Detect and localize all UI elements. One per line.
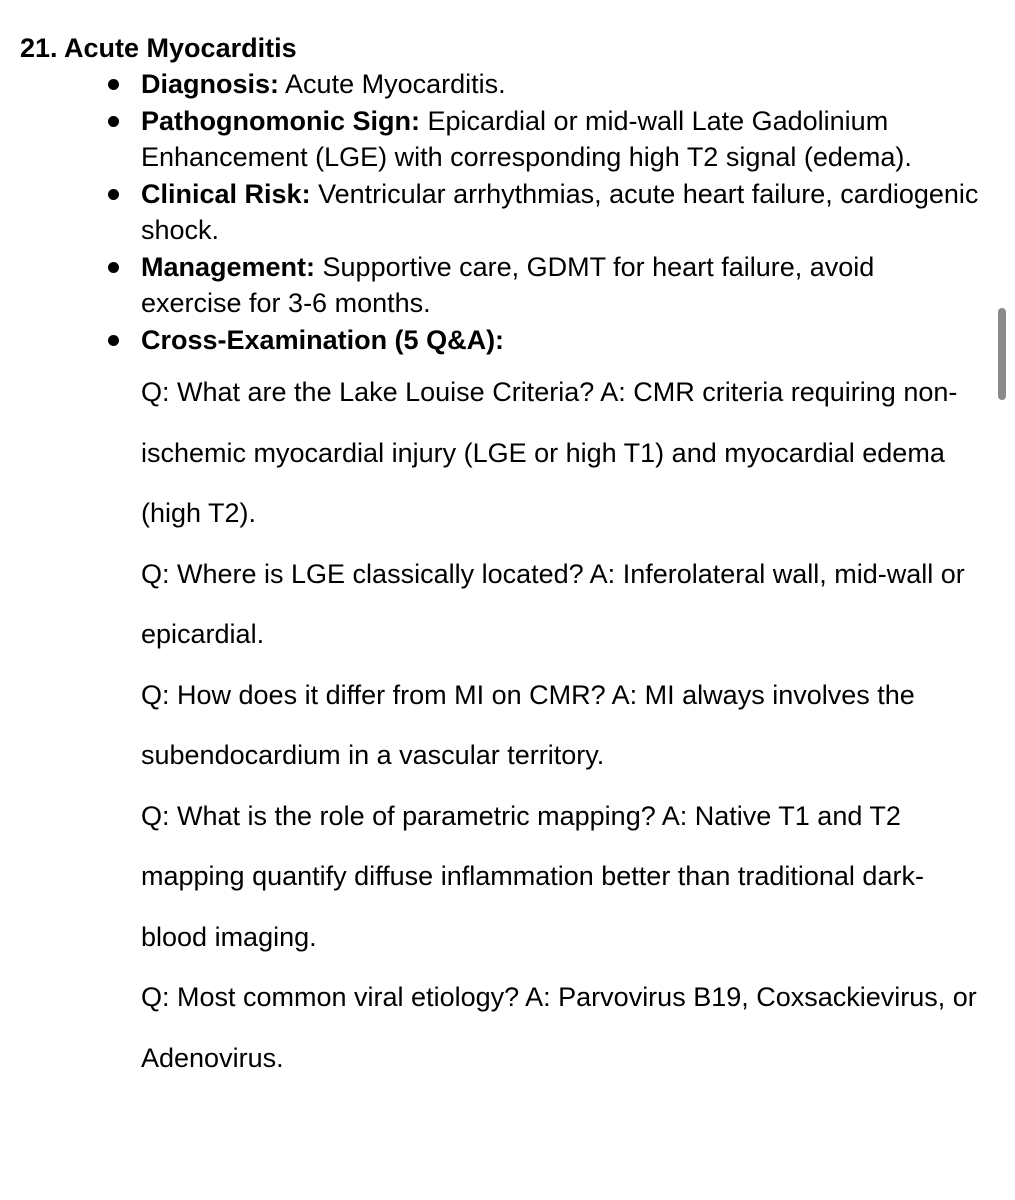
qa-item: Q: What is the role of parametric mapping? A: Native T1 and T2 mapping quantify diffuse inflammation better than traditional dark-blood imaging. <box>141 800 924 952</box>
bullet-text: Acute Myocarditis. <box>279 69 506 99</box>
qa-item: Q: How does it differ from MI on CMR? A: MI always involves the subendocardium in a vascular territory. <box>141 679 915 770</box>
bullet-dot-icon <box>108 116 119 127</box>
qa-item: Q: What are the Lake Louise Criteria? A: CMR criteria requiring non-ischemic myocardial injury (LGE or high T1) and myocardial edema (high T2). <box>141 377 958 528</box>
bullet-dot-icon <box>108 189 119 200</box>
bullet-label: Clinical Risk: <box>141 178 311 209</box>
bullet-list <box>20 66 980 358</box>
vertical-scrollbar[interactable] <box>998 308 1006 400</box>
bullet-label: Cross-Examination (5 Q&A): <box>141 324 505 355</box>
bullet-text: Epicardial or mid-wall Late Gadolinium Enhancement (LGE) with corresponding high T2 signal (edema). <box>141 105 912 172</box>
bullet-cross-examination <box>20 322 980 359</box>
bullet-dot-icon <box>108 335 119 346</box>
document-body <box>20 30 980 1088</box>
section-heading: 21. Acute Myocarditis <box>20 33 297 63</box>
bullet-label: Management: <box>141 251 316 282</box>
qa-list <box>20 362 980 1088</box>
bullet-label: Diagnosis: <box>141 69 280 99</box>
bullet-text: Ventricular arrhythmias, acute heart failure, cardiogenic shock. <box>141 178 979 245</box>
bullet-pathognomonic-sign <box>20 103 980 176</box>
bullet-diagnosis <box>20 66 980 103</box>
qa-item: Q: Where is LGE classically located? A: Inferolateral wall, mid-wall or epicardial. <box>141 558 965 649</box>
bullet-label: Pathognomonic Sign: <box>141 105 420 136</box>
bullet-text: Supportive care, GDMT for heart failure, avoid exercise for 3-6 months. <box>141 251 875 318</box>
qa-item: Q: Most common viral etiology? A: Parvovirus B19, Coxsackievirus, or Adenovirus. <box>141 982 977 1073</box>
bullet-management <box>20 249 980 322</box>
bullet-dot-icon <box>108 79 119 90</box>
bullet-clinical-risk <box>20 176 980 249</box>
bullet-dot-icon <box>108 262 119 273</box>
